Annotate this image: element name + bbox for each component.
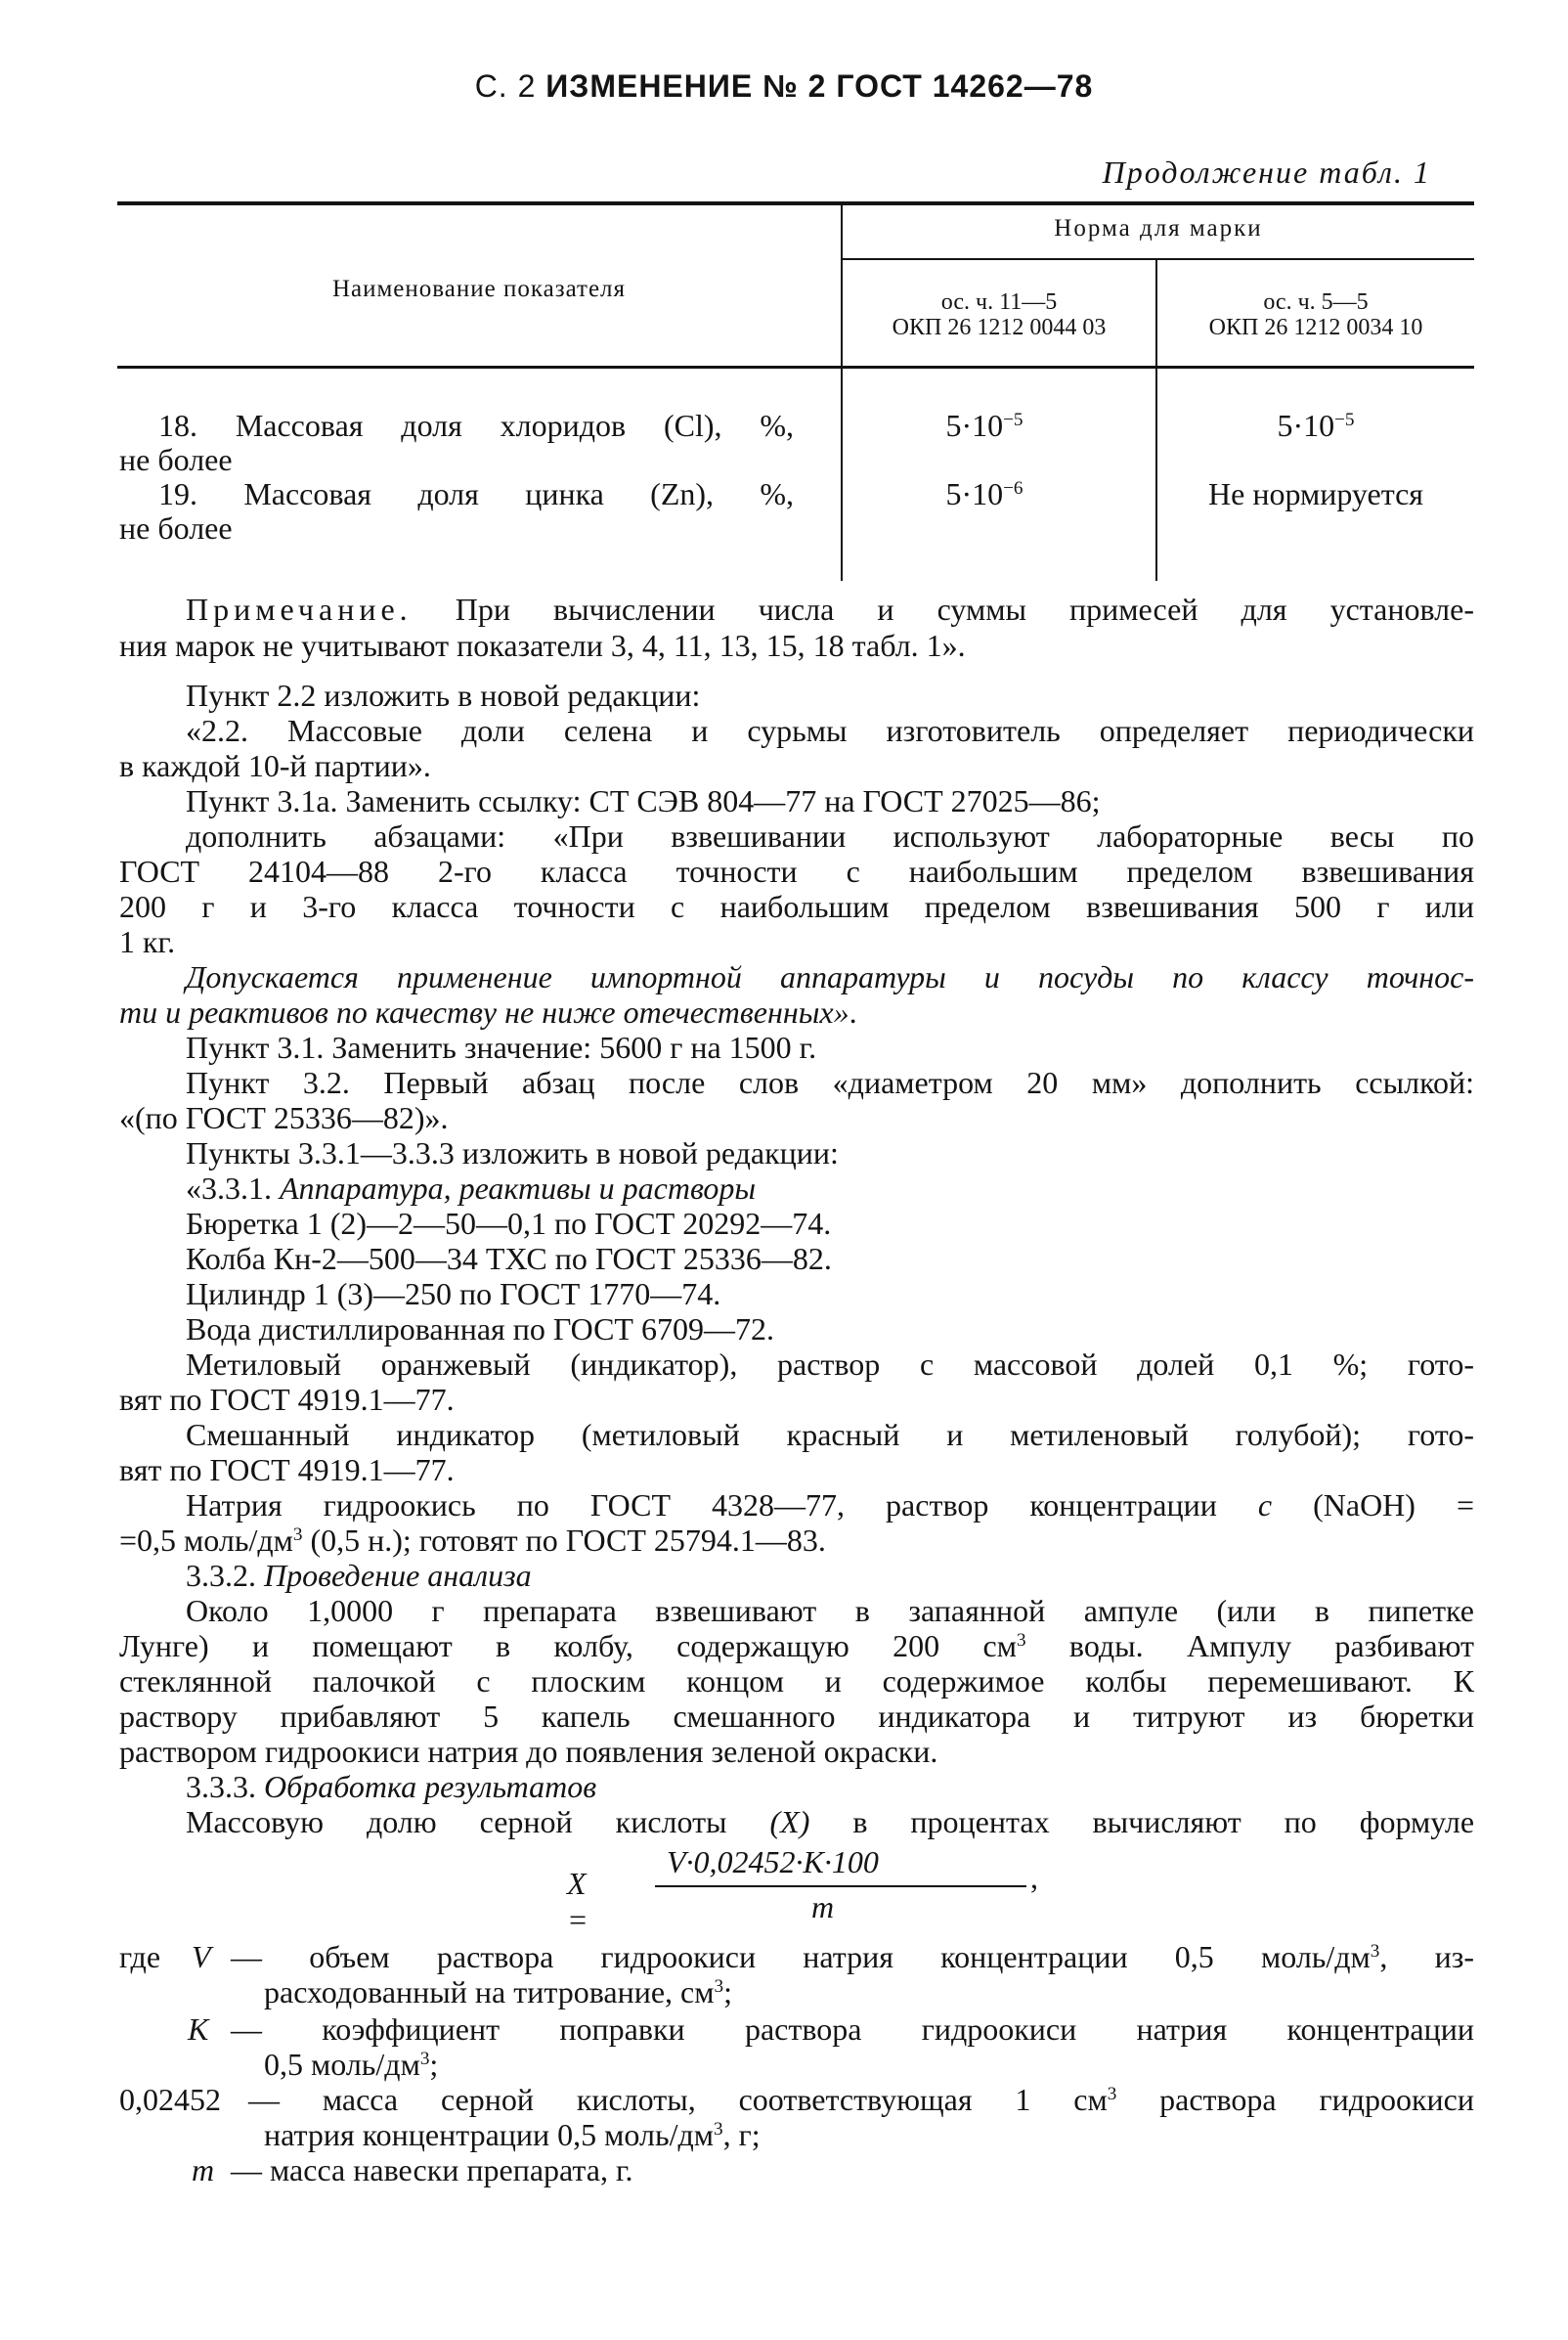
section-3-3-1-heading: «3.3.1. Аппаратура, реактивы и растворы (186, 1170, 757, 1206)
para-item-3-1: Пункт 3.1. Заменить значение: 5600 г на 1500 г. (186, 1030, 817, 1065)
where-k-line-1: — коэффициент поправки раствора гидроокиси натрия концентрации (231, 2011, 1474, 2047)
para-item-3-2-line-1: Пункт 3.2. Первый абзац после слов «диаметром 20 мм» дополнить ссылкой: (186, 1065, 1474, 1100)
table-note-line-2: ния марок не учитывают показатели 3, 4, 11, 13, 15, 18 табл. 1». (119, 628, 966, 663)
equipment-cylinder: Цилиндр 1 (3)—250 по ГОСТ 1770—74. (186, 1276, 721, 1311)
col-header-grade-1: ос. ч. 11—5 ОКП 26 1212 0044 03 (892, 289, 1107, 340)
reagent-naoh-line-2: =0,5 моль/$дм^3$ (0,5 н.); готовят по ГОСТ 25794.1—83. (119, 1523, 826, 1558)
where-const-line-1: — масса серной кислоты, соответствующая 1 $см^3$ раствора гидроокиси (248, 2082, 1475, 2117)
reagent-water: Вода дистиллированная по ГОСТ 6709—72. (186, 1311, 774, 1347)
formula-intro: Массовую долю серной кислоты (X) в процентах вычисляют по формуле (186, 1804, 1475, 1839)
analysis-line-2: Лунге) и помещают в колбу, содержащую 200 $см^3$ воды. Ампулу разбивают (119, 1628, 1475, 1663)
page-header (0, 68, 1568, 105)
where-v-line-2: расходованный на титрование, $см^3$; (264, 1974, 732, 2009)
table-continuation-note: Продолжение табл. 1 (1102, 155, 1431, 190)
table-row-19-value-2: Не нормируется (1208, 476, 1423, 511)
col-header-grade-2: ос. ч. 5—5 ОКП 26 1212 0034 10 (1208, 289, 1423, 340)
table-row-18-value-2: $5\cdot 10^{-5}$ (1277, 408, 1355, 443)
reagent-mixed-indicator-line-1: Смешанный индикатор (метиловый красный и метиленовый голубой); гото- (186, 1417, 1474, 1452)
formula-comma: , (1030, 1860, 1038, 1895)
para-imported-line-1: Допускается применение импортной аппаратуры и посуды по классу точнос- (186, 959, 1474, 994)
where-v-line-1: — объем раствора гидроокиси натрия концентрации 0,5 моль/$дм^3$, из- (231, 1939, 1474, 1974)
para-item-3-2-line-2: «(по ГОСТ 25336—82)». (119, 1100, 449, 1135)
para-scales-line-3: 200 г и 3-го класса точности с наибольшим пределом взвешивания 500 г или (119, 889, 1474, 924)
table-note-line-1: Примечание. При вычислении числа и суммы примесей для установле- (186, 592, 1475, 627)
reagent-naoh-line-1: Натрия гидроокись по ГОСТ 4328—77, раствор концентрации c (NaOH) = (186, 1487, 1475, 1523)
para-item-2-2-intro: Пункт 2.2 изложить в новой редакции: (186, 678, 701, 713)
para-scales-line-4: 1 кг. (119, 924, 176, 959)
col-header-group: Норма для марки (1054, 215, 1263, 242)
where-m-symbol: m (192, 2152, 215, 2187)
where-const-symbol: 0,02452 (119, 2082, 221, 2117)
para-imported-line-2: ти и реактивов по качеству не ниже отечественных». (119, 994, 857, 1030)
where-const-line-2: натрия концентрации 0,5 моль/$дм^3$, г; (264, 2117, 761, 2152)
formula-lhs: X = (567, 1866, 588, 1937)
table-row-18-name: 18. Массовая доля хлоридов (Cl), %, не более (119, 408, 794, 477)
table-top-rule (117, 201, 1474, 205)
where-m-line-1: — масса навески препарата, г. (231, 2152, 633, 2187)
where-k-symbol: K (188, 2011, 209, 2047)
table-note-label: Примечание. (186, 592, 413, 627)
reagent-mixed-indicator-line-2: вят по ГОСТ 4919.1—77. (119, 1452, 455, 1487)
table-row-18-value-1: $5\cdot 10^{-5}$ (945, 408, 1024, 443)
where-lead: где (119, 1939, 161, 1974)
col-header-name: Наименование показателя (331, 276, 627, 302)
section-3-3-2-heading: 3.3.2. Проведение анализа (186, 1558, 532, 1593)
where-k-line-2: 0,5 моль/$дм^3$; (264, 2047, 439, 2082)
table-group-rule (843, 258, 1474, 260)
formula-denominator: m (811, 1889, 835, 1924)
para-items-3-3: Пункты 3.3.1—3.3.3 изложить в новой редакции: (186, 1135, 839, 1170)
document-title: ИЗМЕНЕНИЕ № 2 ГОСТ 14262—78 (545, 68, 1094, 104)
para-item-3-1a: Пункт 3.1а. Заменить ссылку: СТ СЭВ 804—77 на ГОСТ 27025—86; (186, 783, 1101, 818)
analysis-line-3: стеклянной палочкой с плоским концом и содержимое колбы перемешивают. К (119, 1663, 1474, 1699)
analysis-line-4: раствору прибавляют 5 капель смешанного индикатора и титруют из бюретки (119, 1699, 1474, 1734)
equipment-burette: Бюретка 1 (2)—2—50—0,1 по ГОСТ 20292—74. (186, 1206, 832, 1241)
table-col-divider-1 (841, 205, 843, 581)
page-number: С. 2 (474, 68, 537, 104)
para-item-2-2-line-2: в каждой 10-й партии». (119, 748, 431, 783)
table-row-19-name: 19. Массовая доля цинка (Zn), %, не более (119, 476, 794, 546)
table-row-19-value-1: $5\cdot 10^{-6}$ (945, 476, 1024, 511)
analysis-line-5: раствором гидроокиси натрия до появления зеленой окраски. (119, 1734, 938, 1769)
equipment-flask: Колба Кн-2—500—34 ТХС по ГОСТ 25336—82. (186, 1241, 832, 1276)
analysis-line-1: Около 1,0000 г препарата взвешивают в запаянной ампуле (или в пипетке (186, 1593, 1474, 1628)
where-v-symbol: V (192, 1939, 211, 1974)
table-header-rule (117, 366, 1474, 369)
para-item-2-2-line-1: «2.2. Массовые доли селена и сурьмы изготовитель определяет периодически (186, 713, 1474, 748)
para-scales-line-1: дополнить абзацами: «При взвешивании используют лабораторные весы по (186, 818, 1474, 854)
reagent-methyl-orange-line-1: Метиловый оранжевый (индикатор), раствор с массовой долей 0,1 %; гото- (186, 1347, 1474, 1382)
reagent-methyl-orange-line-2: вят по ГОСТ 4919.1—77. (119, 1382, 455, 1417)
formula-numerator: V·0,02452·K·100 (667, 1844, 879, 1879)
formula-fraction-bar (655, 1885, 1026, 1887)
section-3-3-3-heading: 3.3.3. Обработка результатов (186, 1769, 597, 1804)
para-scales-line-2: ГОСТ 24104—88 2-го класса точности с наибольшим пределом взвешивания (119, 854, 1474, 889)
